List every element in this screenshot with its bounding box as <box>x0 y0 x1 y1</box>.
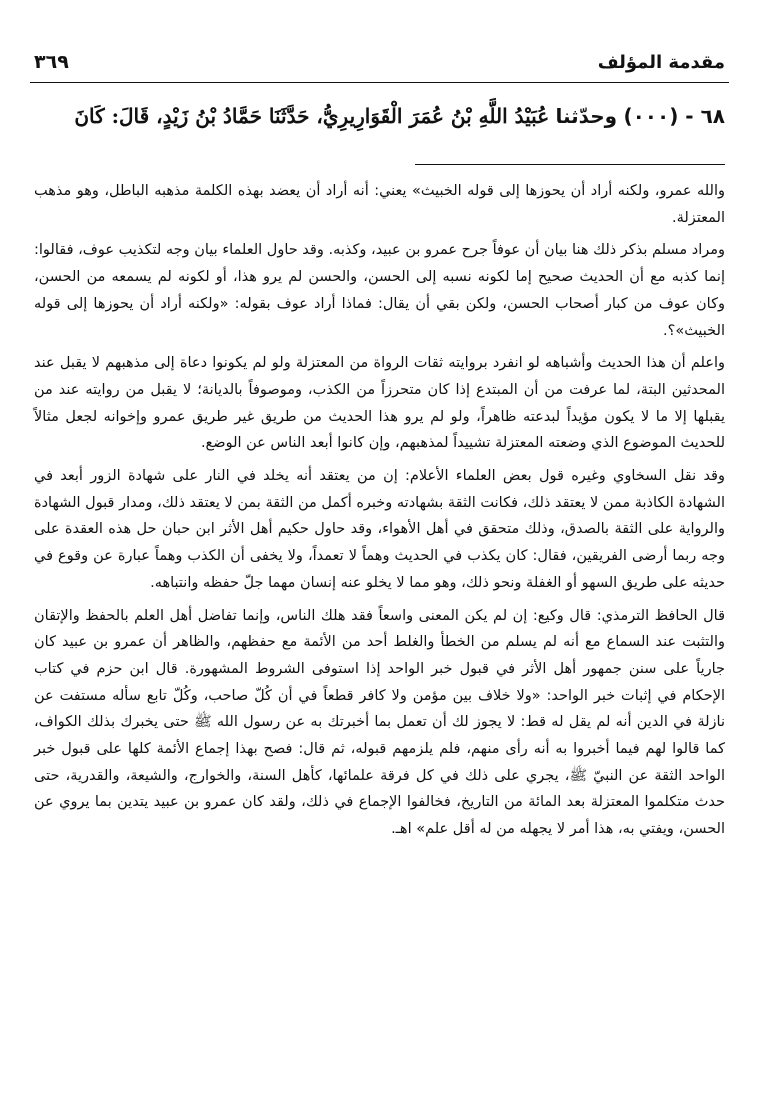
hadith-isnad: عُبَيْدُ اللَّهِ بْنُ عُمَرَ الْقَوَارِيرِيُّ، حَدَّثَنَا حَمَّادُ بْنُ زَيْدٍ، قَالَ: كَانَ <box>74 104 550 128</box>
commentary <box>34 178 725 849</box>
commentary-paragraph: وقد نقل السخاوي وغيره قول بعض العلماء الأعلام: إن من يعتقد أنه يخلد في النار على شهادة الزور أبعد في الشهادة الكاذبة ممن لا يعتقد ذلك، فكانت الثقة بشهادته وخبره أكمل من الثقة بمن لا يعتقد ذلك، ومدار قبول الشهادة والرواية على الثقة بالصدق، وذلك متحقق في أهل الأهواء، وقد حاول حكيم أهل الأثر ابن حبان حل هذه العقدة على وجه ربما أرضى الفريقين، فقال: كان يكذب في الحديث وهماً لا تعمداً، ولا يخفى أن الكذب وهماً عبارة عن وقوع في حديثه على طريق السهو أو الغفلة ونحو ذلك، وهو مما لا يخلو عنه إنسان مهما جلّ حفظه وانتباهه. <box>34 468 725 591</box>
header-title: مقدمة المؤلف <box>597 51 725 73</box>
hadith-intro: وحدّثنا <box>555 104 618 128</box>
footnote-separator <box>415 164 725 165</box>
running-header <box>34 44 725 80</box>
commentary-paragraph: ومراد مسلم بذكر ذلك هنا بيان أن عوفاً جرح عمرو بن عبيد، وكذبه. وقد حاول العلماء بيان وجه لتكذيب عوف، فقالوا: إنما كذبه مع أن الحديث صحيح إما لكونه نسبه إلى الحسن، والحسن لم يرو هذا، أو لكونه لم يسمعه من الحسن، وكان عوف من كبار أصحاب الحسن، ولكن بقي أن يقال: فماذا أراد عوف بقوله: «ولكنه أراد أن يحوزها إلى قوله الخبيث»؟. <box>34 242 725 339</box>
hadith-line <box>34 96 725 136</box>
commentary-paragraph: قال الحافظ الترمذي: قال وكيع: إن لم يكن المعنى واسعاً فقد هلك الناس، وإنما تفاضل أهل العلم بالحفظ والإتقان والتثبت عند السماع مع أنه لم يسلم من الخطأ والغلط أحد من الأئمة مع حفظهم، والظاهر أن عمرو بن عبيد كان جارياً على سنن جمهور أهل الأثر في قبول خبر الواحد إذا استوفى الشروط المشهورة. قال ابن حزم في كتاب الإحكام في إثبات خبر الواحد: «ولا خلاف بين مؤمن ولا كافر قطعاً في أن كُلّ صاحب، وكُلّ تابع سأله مستفت عن نازلة في الدين أنه لم يقل له قط: لا يجوز لك أن تعمل بما أخبرتك به عن رسول الله ﷺ حتى يخبرك بذلك الكواف، كما قالوا لهم فيما أخبروا به أنه رأى منهم، فلم يلزمهم قبوله، ثم قال: فصح بهذا إجماع الأئمة كلها على قبول خبر الواحد الثقة عن النبيّ ﷺ، يجري على ذلك في كل فرقة علمائها، كأهل السنة، والخوارج، والشيعة، والقدرية، حتى حدث متكلموا المعتزلة بعد المائة من التاريخ، فخالفوا الإجماع في ذلك، ولقد كان عمرو بن عبيد يتدين بما يروي عن الحسن، ويفتي به، هذا أمر لا يجهله من له أقل علم» اهـ. <box>34 607 725 838</box>
hadith-number: ٦٨ - (٠٠٠) <box>623 104 725 128</box>
page-number: ٣٦٩ <box>34 51 69 73</box>
header-rule <box>30 82 729 83</box>
commentary-paragraph: واعلم أن هذا الحديث وأشباهه لو انفرد بروايته ثقات الرواة من المعتزلة ولو لم يكونوا دعاة إلى مذهبهم لا يقبل عند المحدثين البتة، لما عرفت من أن المبتدع إذا كان متحرزاً من الكذب، وموصوفاً بالديانة؛ لا يقبل من روايته عند من يقبلها إلا ما لا يكون مؤيداً لبدعته ظاهراً، ولو لم يرو هذا الحديث من طريق غير طريق عمرو وإخوانه لجعل مثالاً للحديث الموضوع الذي وضعته المعتزلة تشييداً لمذهبهم، وإن كانوا أبعد الناس عن الوضع. <box>34 355 725 452</box>
commentary-paragraph: والله عمرو، ولكنه أراد أن يحوزها إلى قوله الخبيث» يعني: أنه أراد أن يعضد بهذه الكلمة مذهبه الباطل، وهو مذهب المعتزلة. <box>34 183 725 226</box>
